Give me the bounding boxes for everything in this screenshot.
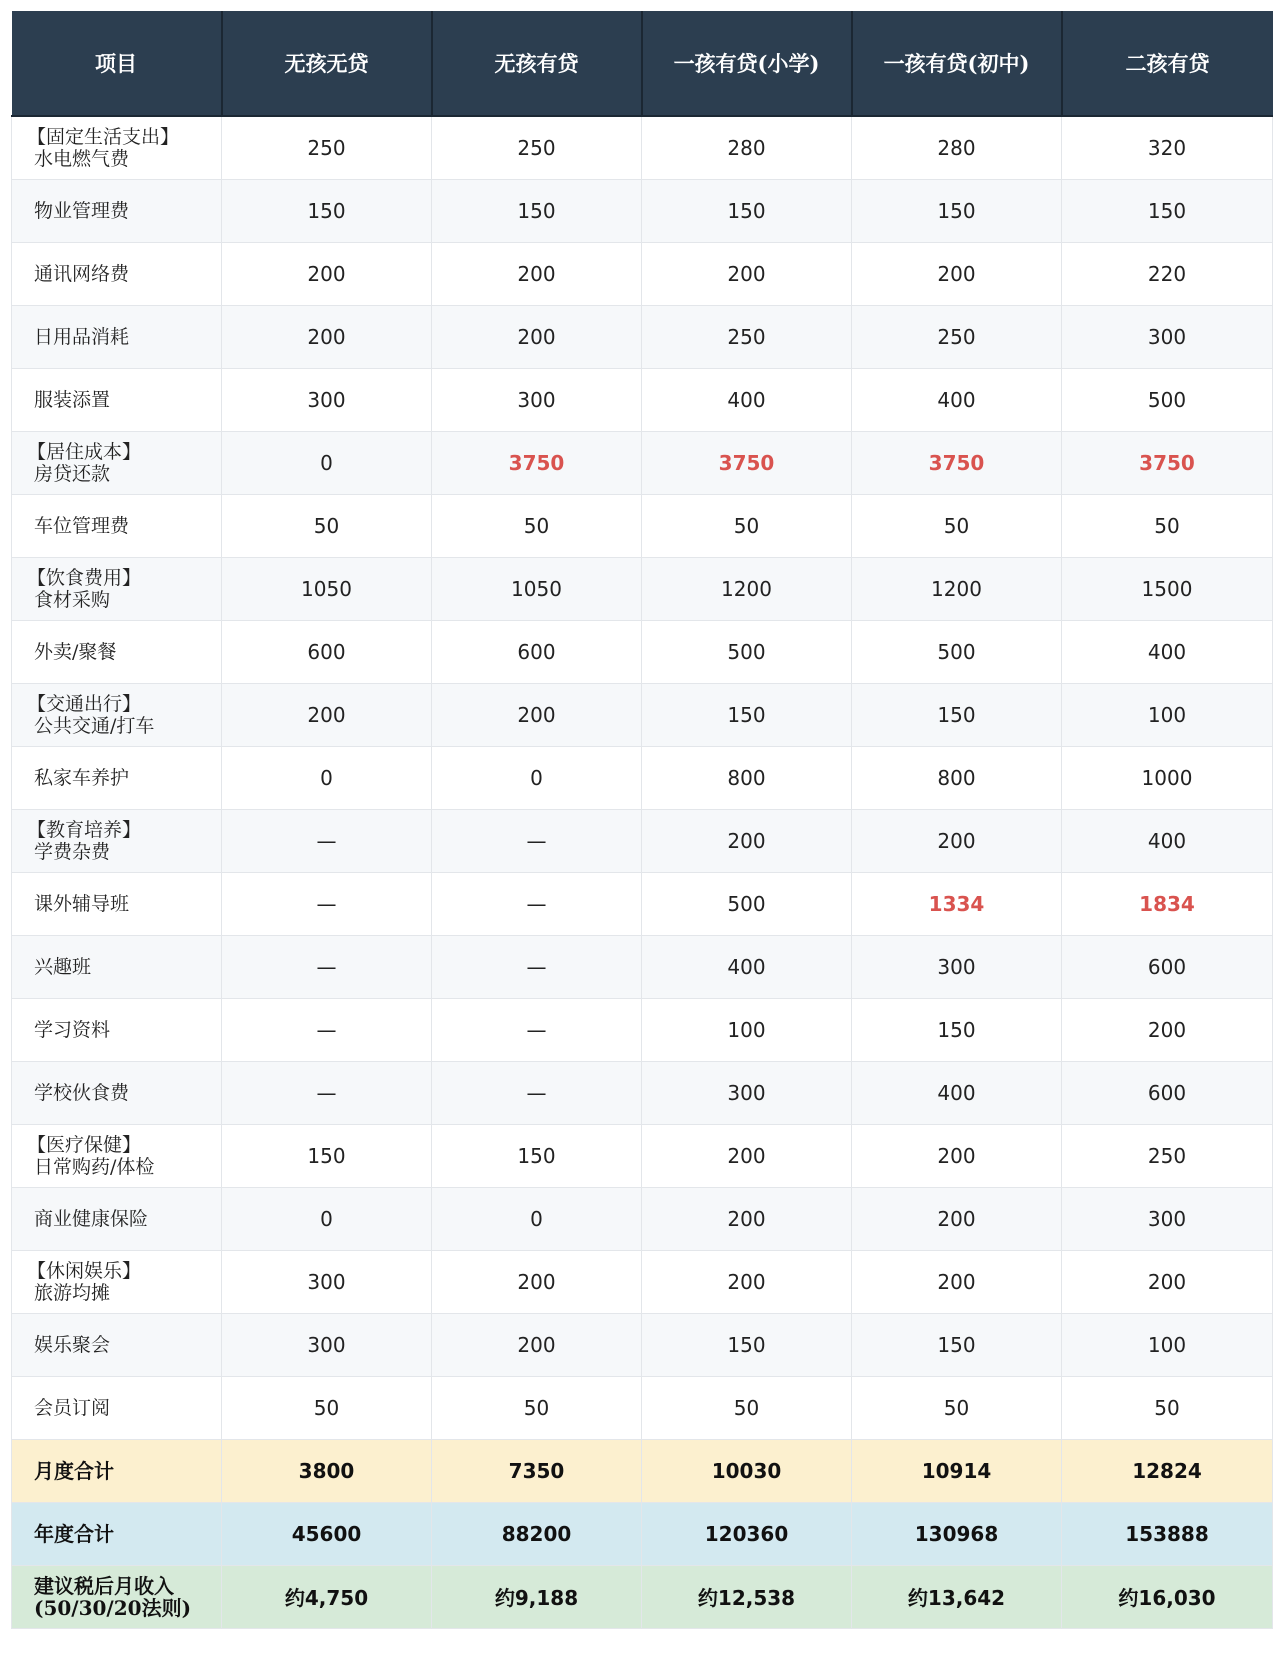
header-scenario: 无孩无贷 (222, 11, 432, 116)
value-cell: 150 (852, 1313, 1062, 1376)
table-row (12, 179, 1273, 242)
table-row (12, 431, 1273, 494)
value-cell: 200 (432, 242, 642, 305)
value-cell: 0 (432, 746, 642, 809)
row-label (12, 1250, 222, 1313)
value-cell: 200 (432, 1313, 642, 1376)
row-label: 学校伙食费 (12, 1061, 222, 1124)
value-cell: — (222, 1061, 432, 1124)
value-cell: 200 (852, 1124, 1062, 1187)
item-label: 学费杂费 (34, 840, 111, 863)
total-value-cell: 约12,538 (642, 1565, 852, 1628)
value-cell: 600 (432, 620, 642, 683)
row-label (12, 809, 222, 872)
value-cell: 1200 (642, 557, 852, 620)
value-cell: 300 (222, 1250, 432, 1313)
value-cell: 200 (642, 242, 852, 305)
table-row (12, 872, 1273, 935)
value-cell: 280 (852, 116, 1062, 179)
value-cell: 280 (642, 116, 852, 179)
item-label: 旅游均摊 (34, 1281, 111, 1304)
table-row (12, 746, 1273, 809)
budget-table (11, 11, 1273, 1629)
value-cell: 600 (1062, 1061, 1273, 1124)
row-label: 车位管理费 (12, 494, 222, 557)
table-body (12, 116, 1273, 1628)
total-value-cell: 45600 (222, 1502, 432, 1565)
value-cell: 200 (642, 1187, 852, 1250)
row-label (12, 116, 222, 179)
total-value-cell: 153888 (1062, 1502, 1273, 1565)
total-value-cell: 7350 (432, 1439, 642, 1502)
value-cell: — (222, 872, 432, 935)
section-title: 【医疗保健】 (27, 1133, 142, 1156)
value-cell: 50 (432, 494, 642, 557)
value-cell: 250 (432, 116, 642, 179)
section-title: 【居住成本】 (27, 440, 142, 463)
row-label: 会员订阅 (12, 1376, 222, 1439)
item-label: 公共交通/打车 (34, 714, 155, 737)
total-value-cell: 约13,642 (852, 1565, 1062, 1628)
value-cell: 1334 (852, 872, 1062, 935)
value-cell: 500 (1062, 368, 1273, 431)
value-cell: 400 (642, 368, 852, 431)
value-cell: 400 (852, 368, 1062, 431)
value-cell: 50 (432, 1376, 642, 1439)
row-label: 娱乐聚会 (12, 1313, 222, 1376)
total-value-cell: 88200 (432, 1502, 642, 1565)
value-cell: 150 (222, 179, 432, 242)
table-row (12, 305, 1273, 368)
value-cell: 400 (642, 935, 852, 998)
value-cell: 100 (1062, 683, 1273, 746)
monthly-total-row (12, 1439, 1273, 1502)
value-cell: 200 (852, 1187, 1062, 1250)
total-value-cell: 10914 (852, 1439, 1062, 1502)
section-title: 【交通出行】 (27, 692, 142, 715)
value-cell: 400 (852, 1061, 1062, 1124)
section-title: 【饮食费用】 (27, 566, 142, 589)
table-row (12, 116, 1273, 179)
row-label: 日用品消耗 (12, 305, 222, 368)
table-row (12, 242, 1273, 305)
value-cell: 200 (852, 242, 1062, 305)
total-label-note: (50/30/20法则) (34, 1595, 192, 1620)
value-cell: 320 (1062, 116, 1273, 179)
header-scenario: 无孩有贷 (432, 11, 642, 116)
total-value-cell: 约16,030 (1062, 1565, 1273, 1628)
value-cell: 300 (1062, 1187, 1273, 1250)
value-cell: 50 (852, 494, 1062, 557)
value-cell: 1050 (432, 557, 642, 620)
table-row (12, 1124, 1273, 1187)
row-label (12, 683, 222, 746)
value-cell: 200 (642, 809, 852, 872)
value-cell: 200 (1062, 998, 1273, 1061)
total-value-cell: 3800 (222, 1439, 432, 1502)
row-label: 私家车养护 (12, 746, 222, 809)
value-cell: 300 (642, 1061, 852, 1124)
value-cell: — (222, 935, 432, 998)
value-cell: 200 (432, 683, 642, 746)
value-cell: 250 (852, 305, 1062, 368)
value-cell: 50 (1062, 1376, 1273, 1439)
value-cell: — (432, 998, 642, 1061)
value-cell: 800 (852, 746, 1062, 809)
total-value-cell: 130968 (852, 1502, 1062, 1565)
table-row (12, 1187, 1273, 1250)
value-cell: 1200 (852, 557, 1062, 620)
value-cell: 200 (432, 1250, 642, 1313)
value-cell: 200 (642, 1124, 852, 1187)
suggest-total-row (12, 1565, 1273, 1628)
value-cell: 1500 (1062, 557, 1273, 620)
table-row (12, 620, 1273, 683)
value-cell: 300 (1062, 305, 1273, 368)
total-label-main: 建议税后月收入 (34, 1573, 174, 1598)
value-cell: 150 (642, 179, 852, 242)
value-cell: 500 (852, 620, 1062, 683)
value-cell: — (432, 935, 642, 998)
value-cell: 0 (222, 746, 432, 809)
value-cell: 200 (222, 242, 432, 305)
value-cell: 200 (222, 683, 432, 746)
table-row (12, 368, 1273, 431)
row-label: 通讯网络费 (12, 242, 222, 305)
table-row (12, 935, 1273, 998)
row-label: 物业管理费 (12, 179, 222, 242)
value-cell: 150 (852, 179, 1062, 242)
value-cell: — (432, 809, 642, 872)
table-row (12, 494, 1273, 557)
table-row (12, 683, 1273, 746)
yearly-total-row (12, 1502, 1273, 1565)
value-cell: 150 (642, 1313, 852, 1376)
value-cell: 400 (1062, 620, 1273, 683)
value-cell: 600 (222, 620, 432, 683)
item-label: 房贷还款 (34, 462, 111, 485)
total-label (12, 1565, 222, 1628)
header-scenario: 二孩有贷 (1062, 11, 1273, 116)
row-label: 学习资料 (12, 998, 222, 1061)
table-row (12, 1376, 1273, 1439)
value-cell: 150 (222, 1124, 432, 1187)
value-cell: 500 (642, 872, 852, 935)
value-cell: — (432, 872, 642, 935)
value-cell: 100 (642, 998, 852, 1061)
value-cell: 50 (642, 1376, 852, 1439)
value-cell: 0 (222, 1187, 432, 1250)
row-label (12, 557, 222, 620)
header-row (12, 11, 1273, 116)
value-cell: — (432, 1061, 642, 1124)
table-row (12, 1061, 1273, 1124)
value-cell: 300 (222, 368, 432, 431)
value-cell: 250 (222, 116, 432, 179)
table-row (12, 1313, 1273, 1376)
value-cell: 200 (432, 305, 642, 368)
row-label: 课外辅导班 (12, 872, 222, 935)
value-cell: 500 (642, 620, 852, 683)
value-cell: 200 (1062, 1250, 1273, 1313)
value-cell: 220 (1062, 242, 1273, 305)
value-cell: 150 (432, 179, 642, 242)
value-cell: 400 (1062, 809, 1273, 872)
value-cell: 50 (852, 1376, 1062, 1439)
total-value-cell: 约4,750 (222, 1565, 432, 1628)
value-cell: 600 (1062, 935, 1273, 998)
item-label: 水电燃气费 (34, 147, 130, 170)
section-title: 【固定生活支出】 (27, 125, 180, 148)
value-cell: 150 (1062, 179, 1273, 242)
value-cell: 3750 (432, 431, 642, 494)
total-value-cell: 120360 (642, 1502, 852, 1565)
header-scenario: 一孩有贷(小学) (642, 11, 852, 116)
value-cell: 200 (222, 305, 432, 368)
value-cell: 3750 (852, 431, 1062, 494)
value-cell: — (222, 998, 432, 1061)
item-label: 食材采购 (34, 588, 111, 611)
total-value-cell: 12824 (1062, 1439, 1273, 1502)
value-cell: 50 (1062, 494, 1273, 557)
value-cell: 3750 (1062, 431, 1273, 494)
row-label: 兴趣班 (12, 935, 222, 998)
row-label (12, 1124, 222, 1187)
table-row (12, 1250, 1273, 1313)
value-cell: 100 (1062, 1313, 1273, 1376)
value-cell: 0 (222, 431, 432, 494)
value-cell: — (222, 809, 432, 872)
value-cell: 150 (852, 998, 1062, 1061)
value-cell: 300 (432, 368, 642, 431)
value-cell: 50 (222, 1376, 432, 1439)
total-label: 月度合计 (12, 1439, 222, 1502)
value-cell: 150 (852, 683, 1062, 746)
total-label: 年度合计 (12, 1502, 222, 1565)
value-cell: 1050 (222, 557, 432, 620)
value-cell: 300 (852, 935, 1062, 998)
value-cell: 50 (642, 494, 852, 557)
header-scenario: 一孩有贷(初中) (852, 11, 1062, 116)
value-cell: 150 (642, 683, 852, 746)
value-cell: 800 (642, 746, 852, 809)
header-item: 项目 (12, 11, 222, 116)
value-cell: 200 (852, 809, 1062, 872)
value-cell: 50 (222, 494, 432, 557)
row-label: 外卖/聚餐 (12, 620, 222, 683)
section-title: 【休闲娱乐】 (27, 1259, 142, 1282)
row-label (12, 431, 222, 494)
item-label: 日常购药/体检 (34, 1155, 155, 1178)
total-value-cell: 10030 (642, 1439, 852, 1502)
value-cell: 0 (432, 1187, 642, 1250)
value-cell: 1834 (1062, 872, 1273, 935)
row-label: 商业健康保险 (12, 1187, 222, 1250)
value-cell: 200 (852, 1250, 1062, 1313)
value-cell: 150 (432, 1124, 642, 1187)
budget-table-container (11, 11, 1272, 1629)
total-value-cell: 约9,188 (432, 1565, 642, 1628)
value-cell: 250 (642, 305, 852, 368)
row-label: 服装添置 (12, 368, 222, 431)
table-row (12, 809, 1273, 872)
value-cell: 250 (1062, 1124, 1273, 1187)
value-cell: 300 (222, 1313, 432, 1376)
value-cell: 1000 (1062, 746, 1273, 809)
table-row (12, 557, 1273, 620)
table-row (12, 998, 1273, 1061)
value-cell: 200 (642, 1250, 852, 1313)
section-title: 【教育培养】 (27, 818, 142, 841)
value-cell: 3750 (642, 431, 852, 494)
